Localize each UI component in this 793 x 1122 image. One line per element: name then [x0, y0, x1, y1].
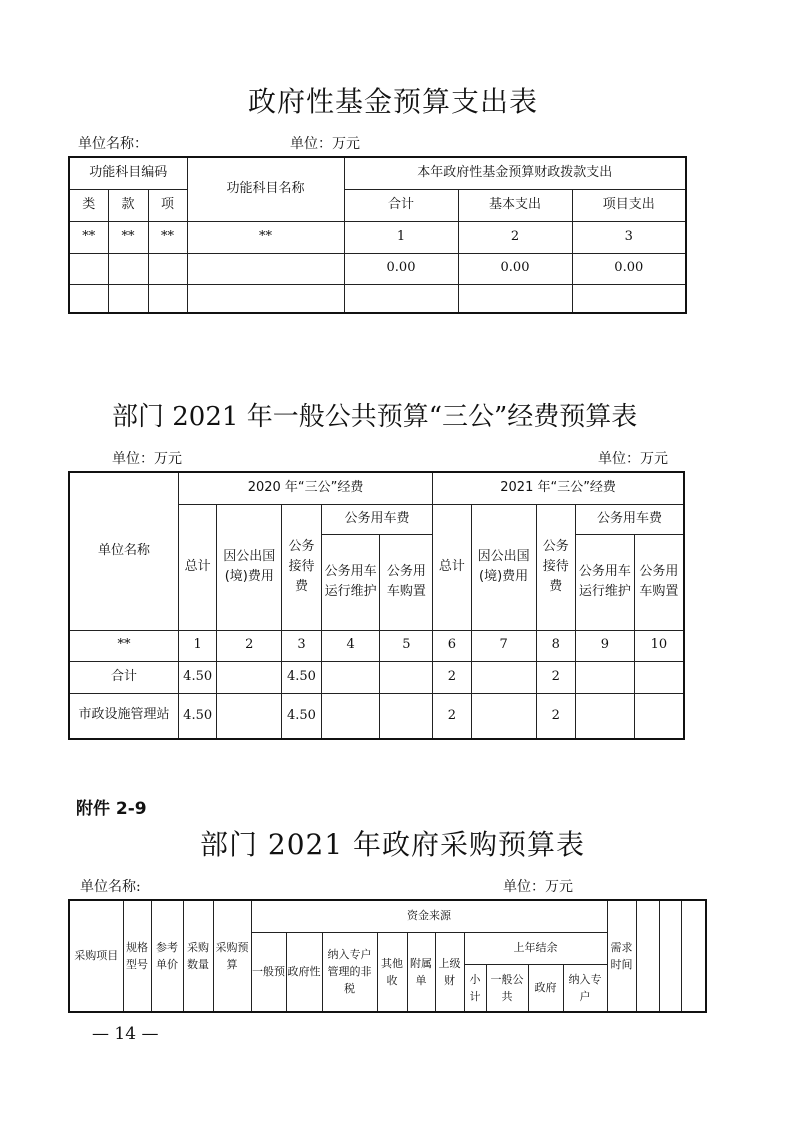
cell	[148, 284, 187, 313]
header-project: 项目支出	[572, 189, 686, 221]
cell: 4.50	[178, 661, 216, 693]
table3-title: 部门 2021 年政府采购预算表	[200, 828, 586, 861]
header-car-buy-2020: 公务用车购置	[380, 534, 433, 630]
cell: **	[69, 630, 178, 661]
cell: 10	[634, 630, 684, 661]
table2-unit-right: 单位：万元	[598, 451, 668, 467]
header-code: 功能科目编码	[69, 157, 187, 189]
table-row	[69, 284, 686, 313]
cell	[458, 284, 572, 313]
header-group: 本年政府性基金预算财政拨款支出	[344, 157, 686, 189]
header-reception-2021: 公务接待费	[536, 504, 576, 630]
header-subtotal: 小计	[464, 964, 486, 1012]
cell	[380, 661, 433, 693]
header-qty: 采购数量	[183, 900, 213, 1012]
cell: 4	[321, 630, 380, 661]
header-total: 合计	[344, 189, 458, 221]
cell: 4.50	[282, 661, 322, 693]
header-gov: 政府	[528, 964, 563, 1012]
cell: 9	[576, 630, 635, 661]
table1	[68, 156, 687, 314]
cell	[69, 253, 108, 284]
cell	[187, 253, 344, 284]
cell: 0.00	[458, 253, 572, 284]
cell: 2	[217, 630, 282, 661]
table3-unit-name-label: 单位名称:	[80, 879, 141, 895]
header-funds: 资金来源	[251, 900, 607, 932]
page-number: — 14 —	[92, 1024, 159, 1044]
cell: 市政设施管理站	[69, 693, 178, 739]
header-general: 一般预	[251, 932, 286, 1012]
header-attached: 附属单	[407, 932, 435, 1012]
cell: 2	[433, 693, 471, 739]
cell: 0.00	[344, 253, 458, 284]
header-ref-price: 参考单价	[151, 900, 183, 1012]
header-total-2021: 总计	[433, 504, 471, 630]
header-car-maint-2020: 公务用车运行维护	[321, 534, 380, 630]
cell: **	[148, 221, 187, 253]
cell: 2	[536, 661, 576, 693]
header-last-year: 上年结余	[464, 932, 607, 964]
table-row	[69, 221, 686, 253]
cell: 4.50	[282, 693, 322, 739]
header-reception-2020: 公务接待费	[282, 504, 322, 630]
cell	[321, 661, 380, 693]
cell: 6	[433, 630, 471, 661]
cell: 0.00	[572, 253, 686, 284]
header-special: 纳入专户管理的非税	[322, 932, 377, 1012]
cell	[636, 900, 659, 1012]
cell	[659, 900, 681, 1012]
cell: 3	[282, 630, 322, 661]
header-xiang: 项	[148, 189, 187, 221]
table1-title: 政府性基金预算支出表	[248, 85, 539, 118]
cell: 1	[178, 630, 216, 661]
cell: **	[187, 221, 344, 253]
cell	[108, 284, 148, 313]
header-demand-time: 需求时间	[607, 900, 636, 1012]
header-in-special: 纳入专户	[563, 964, 607, 1012]
header-car-buy-2021: 公务用车购置	[634, 534, 684, 630]
cell	[69, 284, 108, 313]
header-car-2021: 公务用车费	[576, 504, 685, 534]
cell	[576, 693, 635, 739]
header-abroad-2020: 因公出国(境)费用	[217, 504, 282, 630]
cell	[471, 661, 536, 693]
cell	[108, 253, 148, 284]
header-gen-public: 一般公共	[486, 964, 528, 1012]
header-total-2020: 总计	[178, 504, 216, 630]
cell	[148, 253, 187, 284]
cell	[576, 661, 635, 693]
cell: **	[108, 221, 148, 253]
cell	[572, 284, 686, 313]
table2	[68, 471, 685, 740]
table3	[68, 899, 707, 1013]
cell: 5	[380, 630, 433, 661]
cell	[471, 693, 536, 739]
header-abroad-2021: 因公出国(境)费用	[471, 504, 536, 630]
cell	[321, 693, 380, 739]
cell	[217, 661, 282, 693]
table-row	[69, 253, 686, 284]
cell	[634, 661, 684, 693]
cell: 4.50	[178, 693, 216, 739]
header-unit-name: 单位名称	[69, 472, 178, 630]
header-gov-fund: 政府性	[286, 932, 322, 1012]
header-spec: 规格型号	[123, 900, 151, 1012]
cell: 合计	[69, 661, 178, 693]
cell	[344, 284, 458, 313]
cell	[217, 693, 282, 739]
table-row	[69, 630, 684, 661]
cell	[187, 284, 344, 313]
table3-unit-label: 单位：万元	[503, 879, 573, 895]
header-upper: 上级财	[435, 932, 464, 1012]
table2-title: 部门 2021 年一般公共预算“三公”经费预算表	[112, 402, 638, 432]
cell: 8	[536, 630, 576, 661]
header-name: 功能科目名称	[187, 157, 344, 221]
header-car-maint-2021: 公务用车运行维护	[576, 534, 635, 630]
table2-unit-left: 单位：万元	[112, 451, 182, 467]
header-2021: 2021 年“三公”经费	[433, 472, 684, 504]
header-2020: 2020 年“三公”经费	[178, 472, 432, 504]
header-item: 采购项目	[69, 900, 123, 1012]
header-kuan: 款	[108, 189, 148, 221]
cell: 3	[572, 221, 686, 253]
cell: 1	[344, 221, 458, 253]
attachment-label: 附件 2-9	[76, 799, 147, 819]
table-row	[69, 661, 684, 693]
header-budget: 采购预算	[213, 900, 251, 1012]
table1-unit-name-label: 单位名称：	[78, 136, 148, 152]
cell: 2	[536, 693, 576, 739]
cell	[681, 900, 706, 1012]
table-row	[69, 693, 684, 739]
header-lei: 类	[69, 189, 108, 221]
header-other: 其他收	[377, 932, 407, 1012]
cell	[634, 693, 684, 739]
cell: 2	[433, 661, 471, 693]
header-basic: 基本支出	[458, 189, 572, 221]
table1-unit-label: 单位：万元	[290, 136, 360, 152]
cell	[380, 693, 433, 739]
cell: 7	[471, 630, 536, 661]
cell: **	[69, 221, 108, 253]
cell: 2	[458, 221, 572, 253]
header-car-2020: 公务用车费	[321, 504, 432, 534]
